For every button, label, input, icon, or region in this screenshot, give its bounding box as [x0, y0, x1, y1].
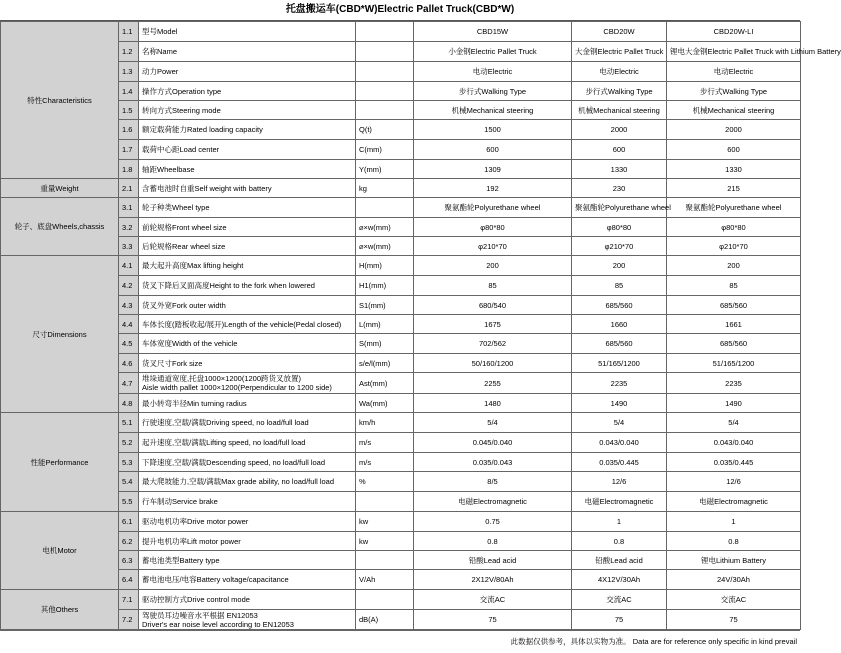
value-cell: 机械Mechanical steering	[667, 101, 801, 120]
row-number: 1.6	[119, 120, 139, 140]
value-cell: φ210*70	[572, 237, 667, 256]
page-title: 托盘搬运车(CBD*W)Electric Pallet Truck(CBD*W)	[0, 0, 800, 21]
value-cell: 步行式Walking Type	[667, 82, 801, 101]
value-cell: 75	[414, 610, 572, 630]
row-number: 1.5	[119, 101, 139, 120]
item-label: 型号Model	[139, 22, 356, 42]
value-cell: 5/4	[667, 413, 801, 433]
value-cell: 锂电大金钢Electric Pallet Truck with Lithium Battery	[667, 42, 801, 62]
value-cell: 2X12V/80Ah	[414, 570, 572, 590]
unit-cell: H(mm)	[356, 256, 414, 276]
item-label: 动力Power	[139, 62, 356, 82]
value-cell: 200	[414, 256, 572, 276]
value-cell: CBD20W	[572, 22, 667, 42]
value-cell: 192	[414, 179, 572, 198]
item-label-line1: 堆垛通道宽度,托盘1000×1200(1200跨货叉放置)	[142, 374, 302, 383]
item-label	[139, 373, 356, 394]
table-row	[1, 82, 801, 101]
value-cell: 50/160/1200	[414, 354, 572, 373]
value-cell: 聚氨酯轮Polyurethane wheel	[572, 198, 667, 218]
value-cell: 1660	[572, 315, 667, 334]
row-number: 4.7	[119, 373, 139, 394]
unit-cell: H1(mm)	[356, 276, 414, 296]
row-number: 1.2	[119, 42, 139, 62]
item-label: 载荷中心距Load center	[139, 140, 356, 160]
row-number: 1.3	[119, 62, 139, 82]
value-cell: φ80*80	[572, 218, 667, 237]
value-cell: 0.8	[572, 532, 667, 551]
table-row	[1, 42, 801, 62]
row-number: 3.1	[119, 198, 139, 218]
unit-cell: S(mm)	[356, 334, 414, 354]
table-row	[1, 198, 801, 218]
row-number: 4.4	[119, 315, 139, 334]
value-cell: 5/4	[414, 413, 572, 433]
item-label: 货叉外宽Fork outer width	[139, 296, 356, 315]
item-label: 额定载荷能力Rated loading capacity	[139, 120, 356, 140]
item-label: 起升速度,空载/满载Lifting speed, no load/full load	[139, 433, 356, 453]
unit-cell: Y(mm)	[356, 160, 414, 179]
value-cell: 200	[667, 256, 801, 276]
table-row	[1, 22, 801, 42]
unit-cell	[356, 198, 414, 218]
table-row	[1, 120, 801, 140]
unit-cell: Wa(mm)	[356, 394, 414, 413]
value-cell: 0.043/0.040	[572, 433, 667, 453]
footer-note: 此数据仅供参考，具体以实物为准。 Data are for reference only specific in kind prevail	[0, 630, 800, 652]
value-cell: 2000	[572, 120, 667, 140]
table-row	[1, 354, 801, 373]
value-cell: 51/165/1200	[667, 354, 801, 373]
value-cell: 0.043/0.040	[667, 433, 801, 453]
value-cell: 机械Mechanical steering	[572, 101, 667, 120]
value-cell: 2255	[414, 373, 572, 394]
row-number: 5.5	[119, 492, 139, 512]
unit-cell: ⌀×w(mm)	[356, 237, 414, 256]
table-row	[1, 179, 801, 198]
row-number: 1.1	[119, 22, 139, 42]
value-cell: 交流AC	[414, 590, 572, 610]
item-label: 驱动电机功率Drive motor power	[139, 512, 356, 532]
value-cell: 75	[667, 610, 801, 630]
value-cell: 1661	[667, 315, 801, 334]
value-cell: 0.035/0.043	[414, 453, 572, 472]
table-row	[1, 237, 801, 256]
value-cell: 685/560	[572, 296, 667, 315]
value-cell: 12/6	[572, 472, 667, 492]
item-label: 操作方式Operation type	[139, 82, 356, 101]
row-number: 1.4	[119, 82, 139, 101]
item-label: 下降速度,空载/满载Descending speed, no load/full load	[139, 453, 356, 472]
value-cell: 85	[414, 276, 572, 296]
row-number: 5.2	[119, 433, 139, 453]
value-cell: 铅酸Lead acid	[572, 551, 667, 570]
row-number: 7.1	[119, 590, 139, 610]
value-cell: 215	[667, 179, 801, 198]
value-cell: 85	[667, 276, 801, 296]
table-row	[1, 101, 801, 120]
value-cell: 12/6	[667, 472, 801, 492]
value-cell: 1500	[414, 120, 572, 140]
value-cell: 锂电Lithium Battery	[667, 551, 801, 570]
table-row	[1, 218, 801, 237]
row-number: 4.1	[119, 256, 139, 276]
value-cell: 0.8	[667, 532, 801, 551]
item-label: 蓄电池电压/电容Battery voltage/capacitance	[139, 570, 356, 590]
unit-cell: %	[356, 472, 414, 492]
unit-cell	[356, 551, 414, 570]
unit-cell: kw	[356, 512, 414, 532]
item-label-line2: Driver's ear noise level according to EN12053	[142, 619, 294, 629]
category-cell-weight: 重量Weight	[1, 179, 119, 198]
value-cell: 85	[572, 276, 667, 296]
value-cell: 230	[572, 179, 667, 198]
value-cell: 24V/30Ah	[667, 570, 801, 590]
row-number: 5.4	[119, 472, 139, 492]
unit-cell: S1(mm)	[356, 296, 414, 315]
item-label: 行驶速度,空载/满载Driving speed, no load/full load	[139, 413, 356, 433]
table-row	[1, 276, 801, 296]
value-cell: 聚氨酯轮Polyurethane wheel	[667, 198, 801, 218]
category-cell-characteristics: 特性Characteristics	[1, 22, 119, 179]
unit-cell	[356, 62, 414, 82]
unit-cell: L(mm)	[356, 315, 414, 334]
unit-cell: ⌀×w(mm)	[356, 218, 414, 237]
item-label: 车体宽度Width of the vehicle	[139, 334, 356, 354]
value-cell: 200	[572, 256, 667, 276]
value-cell: 1	[572, 512, 667, 532]
table-row	[1, 315, 801, 334]
value-cell: 1490	[572, 394, 667, 413]
unit-cell: kw	[356, 532, 414, 551]
category-cell-performance: 性能Performance	[1, 413, 119, 512]
unit-cell	[356, 492, 414, 512]
row-number: 4.5	[119, 334, 139, 354]
value-cell: 步行式Walking Type	[572, 82, 667, 101]
item-label: 最小转弯半径Min turning radius	[139, 394, 356, 413]
table-row	[1, 492, 801, 512]
value-cell: 600	[572, 140, 667, 160]
unit-cell	[356, 22, 414, 42]
value-cell: φ210*70	[414, 237, 572, 256]
value-cell: 2235	[667, 373, 801, 394]
value-cell: 大金钢Electric Pallet Truck	[572, 42, 667, 62]
item-label: 名称Name	[139, 42, 356, 62]
unit-cell: V/Ah	[356, 570, 414, 590]
value-cell: 交流AC	[572, 590, 667, 610]
row-number: 6.1	[119, 512, 139, 532]
row-number: 3.3	[119, 237, 139, 256]
table-row	[1, 296, 801, 315]
value-cell: 电动Electric	[572, 62, 667, 82]
value-cell: 0.8	[414, 532, 572, 551]
row-number: 4.3	[119, 296, 139, 315]
unit-cell	[356, 101, 414, 120]
value-cell: 1675	[414, 315, 572, 334]
row-number: 4.8	[119, 394, 139, 413]
value-cell: 机械Mechanical steering	[414, 101, 572, 120]
unit-cell: km/h	[356, 413, 414, 433]
value-cell: φ210*70	[667, 237, 801, 256]
value-cell: 2000	[667, 120, 801, 140]
value-cell: 0.045/0.040	[414, 433, 572, 453]
row-number: 1.8	[119, 160, 139, 179]
value-cell: 680/540	[414, 296, 572, 315]
table-row	[1, 62, 801, 82]
item-label: 货叉尺寸Fork size	[139, 354, 356, 373]
row-number: 1.7	[119, 140, 139, 160]
item-label: 含蓄电池时自重Self weight with battery	[139, 179, 356, 198]
value-cell: 1480	[414, 394, 572, 413]
value-cell: 600	[414, 140, 572, 160]
unit-cell: C(mm)	[356, 140, 414, 160]
value-cell: 51/165/1200	[572, 354, 667, 373]
row-number: 3.2	[119, 218, 139, 237]
value-cell: 1330	[572, 160, 667, 179]
unit-cell	[356, 42, 414, 62]
row-number: 6.4	[119, 570, 139, 590]
item-label: 轮子种类Wheel type	[139, 198, 356, 218]
table-row	[1, 472, 801, 492]
row-number: 6.3	[119, 551, 139, 570]
item-label: 行车制动Service brake	[139, 492, 356, 512]
unit-cell: kg	[356, 179, 414, 198]
row-number: 2.1	[119, 179, 139, 198]
item-label	[139, 610, 356, 630]
table-row	[1, 551, 801, 570]
item-label: 蓄电池类型Battery type	[139, 551, 356, 570]
item-label: 后轮规格Rear wheel size	[139, 237, 356, 256]
table-row	[1, 140, 801, 160]
value-cell: 1309	[414, 160, 572, 179]
table-row	[1, 453, 801, 472]
value-cell: 电磁Electromagnetic	[572, 492, 667, 512]
value-cell: 600	[667, 140, 801, 160]
value-cell: 685/560	[667, 296, 801, 315]
value-cell: 电磁Electromagnetic	[414, 492, 572, 512]
value-cell: 0.035/0.445	[667, 453, 801, 472]
value-cell: 1490	[667, 394, 801, 413]
value-cell: 电动Electric	[414, 62, 572, 82]
value-cell: CBD15W	[414, 22, 572, 42]
unit-cell: Q(t)	[356, 120, 414, 140]
table-row	[1, 256, 801, 276]
value-cell: φ80*80	[667, 218, 801, 237]
spec-table	[0, 21, 841, 630]
value-cell: 铅酸Lead acid	[414, 551, 572, 570]
item-label: 提升电机功率Lift motor power	[139, 532, 356, 551]
unit-cell: m/s	[356, 453, 414, 472]
table-row	[1, 394, 801, 413]
value-cell: 电动Electric	[667, 62, 801, 82]
table-row	[1, 610, 801, 630]
row-number: 7.2	[119, 610, 139, 630]
unit-cell	[356, 590, 414, 610]
value-cell: 4X12V/30Ah	[572, 570, 667, 590]
category-cell-others: 其他Others	[1, 590, 119, 630]
table-row	[1, 413, 801, 433]
item-label: 轴距Wheelbase	[139, 160, 356, 179]
value-cell: 75	[572, 610, 667, 630]
category-cell-motor: 电机Motor	[1, 512, 119, 590]
item-label: 转向方式Steering mode	[139, 101, 356, 120]
item-label: 货叉下降后叉面高度Height to the fork when lowered	[139, 276, 356, 296]
table-row	[1, 433, 801, 453]
row-number: 4.2	[119, 276, 139, 296]
value-cell: 小金钢Electric Pallet Truck	[414, 42, 572, 62]
value-cell: 0.75	[414, 512, 572, 532]
value-cell: 步行式Walking Type	[414, 82, 572, 101]
table-row	[1, 512, 801, 532]
unit-cell: s/e/l(mm)	[356, 354, 414, 373]
item-label-line2: Aisle width pallet 1000×1200(Perpendicular to 1200 side)	[142, 383, 332, 392]
table-row	[1, 334, 801, 354]
row-number: 4.6	[119, 354, 139, 373]
item-label: 前轮规格Front wheel size	[139, 218, 356, 237]
value-cell: 交流AC	[667, 590, 801, 610]
row-number: 5.3	[119, 453, 139, 472]
table-row	[1, 160, 801, 179]
item-label-line1: 驾驶员耳边噪音水平根据 EN12053	[142, 610, 258, 620]
item-label: 最大起升高度Max lifting height	[139, 256, 356, 276]
table-row	[1, 532, 801, 551]
value-cell: 685/560	[667, 334, 801, 354]
value-cell: 685/560	[572, 334, 667, 354]
table-row	[1, 590, 801, 610]
item-label: 驱动控制方式Drive control mode	[139, 590, 356, 610]
table-row	[1, 570, 801, 590]
value-cell: 聚氨酯轮Polyurethane wheel	[414, 198, 572, 218]
row-number: 5.1	[119, 413, 139, 433]
unit-cell: m/s	[356, 433, 414, 453]
value-cell: 1	[667, 512, 801, 532]
unit-cell	[356, 82, 414, 101]
value-cell: 0.035/0.445	[572, 453, 667, 472]
row-number: 6.2	[119, 532, 139, 551]
table-row	[1, 373, 801, 394]
value-cell: 2235	[572, 373, 667, 394]
item-label: 最大爬坡能力,空载/满载Max grade ability, no load/full load	[139, 472, 356, 492]
category-cell-dimensions: 尺寸Dimensions	[1, 256, 119, 413]
category-cell-wheels: 轮子、底盘Wheels,chassis	[1, 198, 119, 256]
value-cell: 电磁Electromagnetic	[667, 492, 801, 512]
value-cell: CBD20W-LI	[667, 22, 801, 42]
unit-cell: Ast(mm)	[356, 373, 414, 394]
value-cell: 8/5	[414, 472, 572, 492]
value-cell: 1330	[667, 160, 801, 179]
value-cell: φ80*80	[414, 218, 572, 237]
value-cell: 5/4	[572, 413, 667, 433]
unit-cell: dB(A)	[356, 610, 414, 630]
value-cell: 702/562	[414, 334, 572, 354]
item-label: 车体长度(踏板收起/展开)Length of the vehicle(Pedal closed)	[139, 315, 356, 334]
